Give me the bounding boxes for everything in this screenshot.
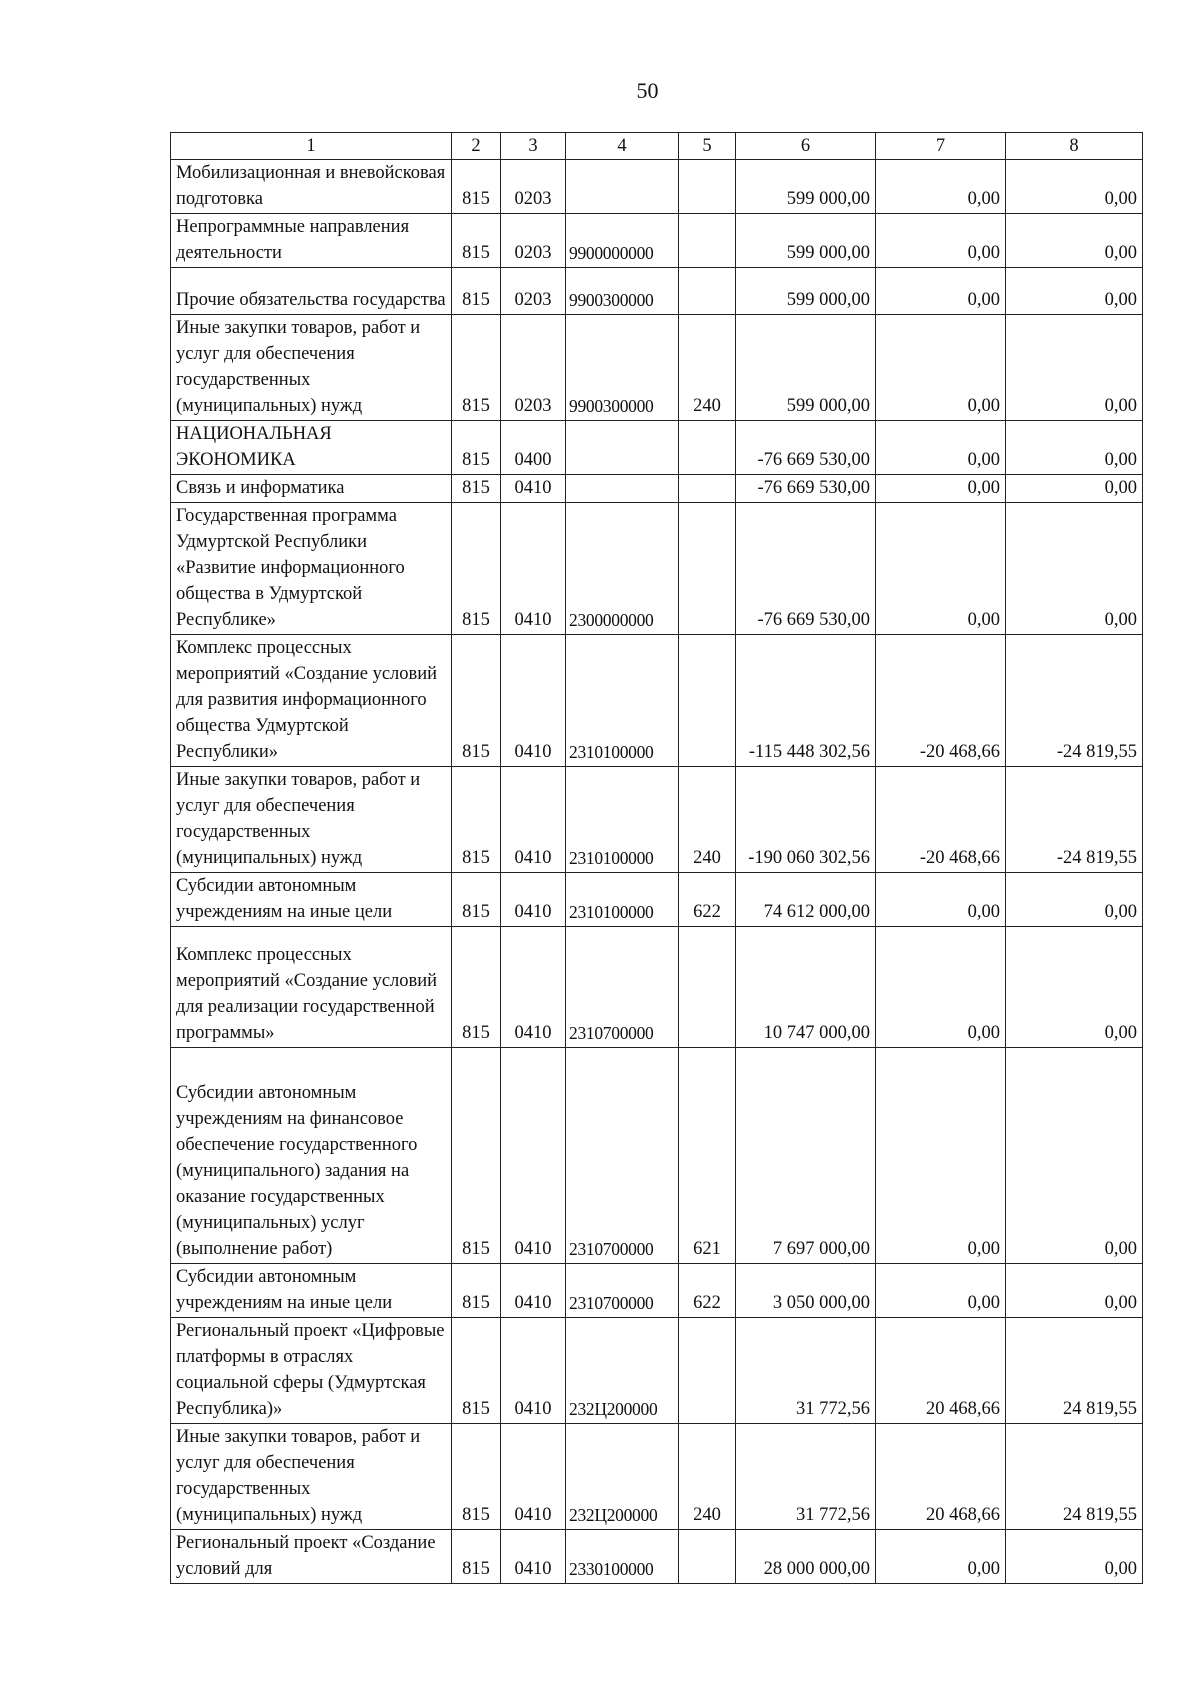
amount-col8-cell: 0,00 — [1006, 475, 1143, 503]
code-expense-type-cell: 622 — [679, 873, 736, 927]
code-target-cell: 2310700000 — [566, 927, 679, 1048]
amount-col6-cell: 599 000,00 — [736, 315, 876, 421]
code-expense-type-cell — [679, 927, 736, 1048]
amount-col7-cell: -20 468,66 — [876, 635, 1006, 767]
amount-col8-cell: 24 819,55 — [1006, 1424, 1143, 1530]
code-target-cell — [566, 421, 679, 475]
amount-col6-cell: 599 000,00 — [736, 160, 876, 214]
code-target-cell: 9900300000 — [566, 268, 679, 315]
code-target-cell: 2310100000 — [566, 873, 679, 927]
header-cell: 5 — [679, 133, 736, 160]
code-expense-type-cell: 240 — [679, 767, 736, 873]
row-name-cell: Иные закупки товаров, работ и услуг для обеспечения государственных (муниципальных) нужд — [171, 315, 452, 421]
header-cell: 4 — [566, 133, 679, 160]
code-section-cell: 0410 — [501, 475, 566, 503]
code-expense-type-cell — [679, 214, 736, 268]
code-section-cell: 0203 — [501, 268, 566, 315]
row-name-cell: Иные закупки товаров, работ и услуг для обеспечения государственных (муниципальных) нужд — [171, 1424, 452, 1530]
code-target-cell: 2330100000 — [566, 1530, 679, 1584]
row-name-cell: Непрограммные направления деятельности — [171, 214, 452, 268]
code-target-cell: 2310100000 — [566, 635, 679, 767]
row-name-cell: Региональный проект «Создание условий для — [171, 1530, 452, 1584]
table-row — [171, 873, 1143, 927]
code-chapter-cell: 815 — [452, 421, 501, 475]
table-row — [171, 503, 1143, 635]
code-expense-type-cell: 622 — [679, 1264, 736, 1318]
code-expense-type-cell — [679, 475, 736, 503]
code-chapter-cell: 815 — [452, 767, 501, 873]
table-row — [171, 1264, 1143, 1318]
amount-col8-cell: 0,00 — [1006, 1048, 1143, 1264]
amount-col6-cell: 74 612 000,00 — [736, 873, 876, 927]
table-row — [171, 1530, 1143, 1584]
code-expense-type-cell: 240 — [679, 315, 736, 421]
table-row — [171, 268, 1143, 315]
code-section-cell: 0400 — [501, 421, 566, 475]
header-cell: 7 — [876, 133, 1006, 160]
table-row — [171, 767, 1143, 873]
code-section-cell: 0410 — [501, 927, 566, 1048]
amount-col8-cell: 0,00 — [1006, 214, 1143, 268]
row-name-cell: Иные закупки товаров, работ и услуг для обеспечения государственных (муниципальных) нужд — [171, 767, 452, 873]
amount-col7-cell: 0,00 — [876, 268, 1006, 315]
table-row — [171, 1318, 1143, 1424]
code-chapter-cell: 815 — [452, 1530, 501, 1584]
table-row — [171, 421, 1143, 475]
row-name-cell: Региональный проект «Цифровые платформы в отраслях социальной сферы (Удмуртская Республика)» — [171, 1318, 452, 1424]
code-chapter-cell: 815 — [452, 315, 501, 421]
code-section-cell: 0410 — [501, 767, 566, 873]
amount-col6-cell: 599 000,00 — [736, 214, 876, 268]
code-chapter-cell: 815 — [452, 268, 501, 315]
amount-col8-cell: 0,00 — [1006, 503, 1143, 635]
header-cell: 1 — [171, 133, 452, 160]
code-chapter-cell: 815 — [452, 503, 501, 635]
code-target-cell: 2310700000 — [566, 1048, 679, 1264]
header-cell: 8 — [1006, 133, 1143, 160]
table-row — [171, 214, 1143, 268]
header-row — [171, 133, 1143, 160]
code-section-cell: 0410 — [501, 1264, 566, 1318]
code-chapter-cell: 815 — [452, 1318, 501, 1424]
amount-col6-cell: -76 669 530,00 — [736, 503, 876, 635]
code-chapter-cell: 815 — [452, 214, 501, 268]
amount-col7-cell: 20 468,66 — [876, 1424, 1006, 1530]
amount-col7-cell: 0,00 — [876, 214, 1006, 268]
amount-col6-cell: -190 060 302,56 — [736, 767, 876, 873]
code-target-cell: 9900300000 — [566, 315, 679, 421]
amount-col6-cell: 3 050 000,00 — [736, 1264, 876, 1318]
row-name-cell: Прочие обязательства государства — [171, 268, 452, 315]
row-name-cell: Субсидии автономным учреждениям на иные цели — [171, 873, 452, 927]
code-target-cell: 232Ц200000 — [566, 1318, 679, 1424]
row-name-cell: Субсидии автономным учреждениям на финансовое обеспечение государственного (муниципального) задания на оказание государственных (муниципальных) услуг (выполнение работ) — [171, 1048, 452, 1264]
code-expense-type-cell: 240 — [679, 1424, 736, 1530]
amount-col8-cell: 0,00 — [1006, 315, 1143, 421]
amount-col6-cell: 7 697 000,00 — [736, 1048, 876, 1264]
code-section-cell: 0410 — [501, 1424, 566, 1530]
amount-col7-cell: 0,00 — [876, 927, 1006, 1048]
amount-col7-cell: 0,00 — [876, 503, 1006, 635]
code-chapter-cell: 815 — [452, 1264, 501, 1318]
amount-col6-cell: 31 772,56 — [736, 1318, 876, 1424]
amount-col7-cell: 0,00 — [876, 873, 1006, 927]
code-chapter-cell: 815 — [452, 873, 501, 927]
amount-col7-cell: 0,00 — [876, 1048, 1006, 1264]
code-chapter-cell: 815 — [452, 1424, 501, 1530]
code-section-cell: 0203 — [501, 214, 566, 268]
code-target-cell — [566, 475, 679, 503]
code-expense-type-cell — [679, 268, 736, 315]
code-chapter-cell: 815 — [452, 1048, 501, 1264]
amount-col8-cell: 0,00 — [1006, 421, 1143, 475]
amount-col7-cell: 0,00 — [876, 421, 1006, 475]
header-cell: 6 — [736, 133, 876, 160]
amount-col7-cell: 20 468,66 — [876, 1318, 1006, 1424]
code-target-cell — [566, 160, 679, 214]
code-section-cell: 0203 — [501, 315, 566, 421]
page-number: 50 — [636, 78, 659, 103]
code-section-cell: 0410 — [501, 1048, 566, 1264]
table-row — [171, 160, 1143, 214]
amount-col8-cell: 0,00 — [1006, 873, 1143, 927]
code-chapter-cell: 815 — [452, 160, 501, 214]
row-name-cell: Мобилизационная и вневойсковая подготовка — [171, 160, 452, 214]
amount-col6-cell: -76 669 530,00 — [736, 475, 876, 503]
table-row — [171, 927, 1143, 1048]
table-row — [171, 1048, 1143, 1264]
amount-col7-cell: 0,00 — [876, 475, 1006, 503]
code-target-cell: 2310700000 — [566, 1264, 679, 1318]
code-section-cell: 0203 — [501, 160, 566, 214]
row-name-cell: Комплекс процессных мероприятий «Создание условий для реализации государственной программы» — [171, 927, 452, 1048]
amount-col8-cell: 0,00 — [1006, 268, 1143, 315]
amount-col7-cell: 0,00 — [876, 160, 1006, 214]
code-expense-type-cell: 621 — [679, 1048, 736, 1264]
table-row — [171, 315, 1143, 421]
amount-col7-cell: -20 468,66 — [876, 767, 1006, 873]
code-expense-type-cell — [679, 635, 736, 767]
row-name-cell: Субсидии автономным учреждениям на иные цели — [171, 1264, 452, 1318]
amount-col6-cell: 10 747 000,00 — [736, 927, 876, 1048]
amount-col8-cell: 0,00 — [1006, 160, 1143, 214]
amount-col8-cell: 0,00 — [1006, 927, 1143, 1048]
code-expense-type-cell — [679, 1318, 736, 1424]
header-cell: 3 — [501, 133, 566, 160]
row-name-cell: НАЦИОНАЛЬНАЯ ЭКОНОМИКА — [171, 421, 452, 475]
code-target-cell: 9900000000 — [566, 214, 679, 268]
header-cell: 2 — [452, 133, 501, 160]
code-chapter-cell: 815 — [452, 927, 501, 1048]
code-target-cell: 232Ц200000 — [566, 1424, 679, 1530]
code-expense-type-cell — [679, 160, 736, 214]
row-name-cell: Связь и информатика — [171, 475, 452, 503]
code-chapter-cell: 815 — [452, 475, 501, 503]
amount-col7-cell: 0,00 — [876, 315, 1006, 421]
amount-col6-cell: 28 000 000,00 — [736, 1530, 876, 1584]
amount-col8-cell: -24 819,55 — [1006, 635, 1143, 767]
amount-col7-cell: 0,00 — [876, 1264, 1006, 1318]
amount-col8-cell: -24 819,55 — [1006, 767, 1143, 873]
amount-col6-cell: -76 669 530,00 — [736, 421, 876, 475]
code-expense-type-cell — [679, 421, 736, 475]
amount-col6-cell: 599 000,00 — [736, 268, 876, 315]
amount-col8-cell: 24 819,55 — [1006, 1318, 1143, 1424]
code-expense-type-cell — [679, 1530, 736, 1584]
code-section-cell: 0410 — [501, 873, 566, 927]
code-target-cell: 2300000000 — [566, 503, 679, 635]
code-section-cell: 0410 — [501, 635, 566, 767]
code-expense-type-cell — [679, 503, 736, 635]
table-row — [171, 1424, 1143, 1530]
amount-col8-cell: 0,00 — [1006, 1530, 1143, 1584]
row-name-cell: Государственная программа Удмуртской Республики «Развитие информационного общества в Удмуртской Республике» — [171, 503, 452, 635]
table-row — [171, 475, 1143, 503]
amount-col8-cell: 0,00 — [1006, 1264, 1143, 1318]
budget-table — [170, 132, 1143, 1584]
code-section-cell: 0410 — [501, 1318, 566, 1424]
table-row — [171, 635, 1143, 767]
amount-col6-cell: -115 448 302,56 — [736, 635, 876, 767]
row-name-cell: Комплекс процессных мероприятий «Создание условий для развития информационного общества Удмуртской Республики» — [171, 635, 452, 767]
code-section-cell: 0410 — [501, 503, 566, 635]
code-section-cell: 0410 — [501, 1530, 566, 1584]
code-chapter-cell: 815 — [452, 635, 501, 767]
amount-col7-cell: 0,00 — [876, 1530, 1006, 1584]
amount-col6-cell: 31 772,56 — [736, 1424, 876, 1530]
code-target-cell: 2310100000 — [566, 767, 679, 873]
